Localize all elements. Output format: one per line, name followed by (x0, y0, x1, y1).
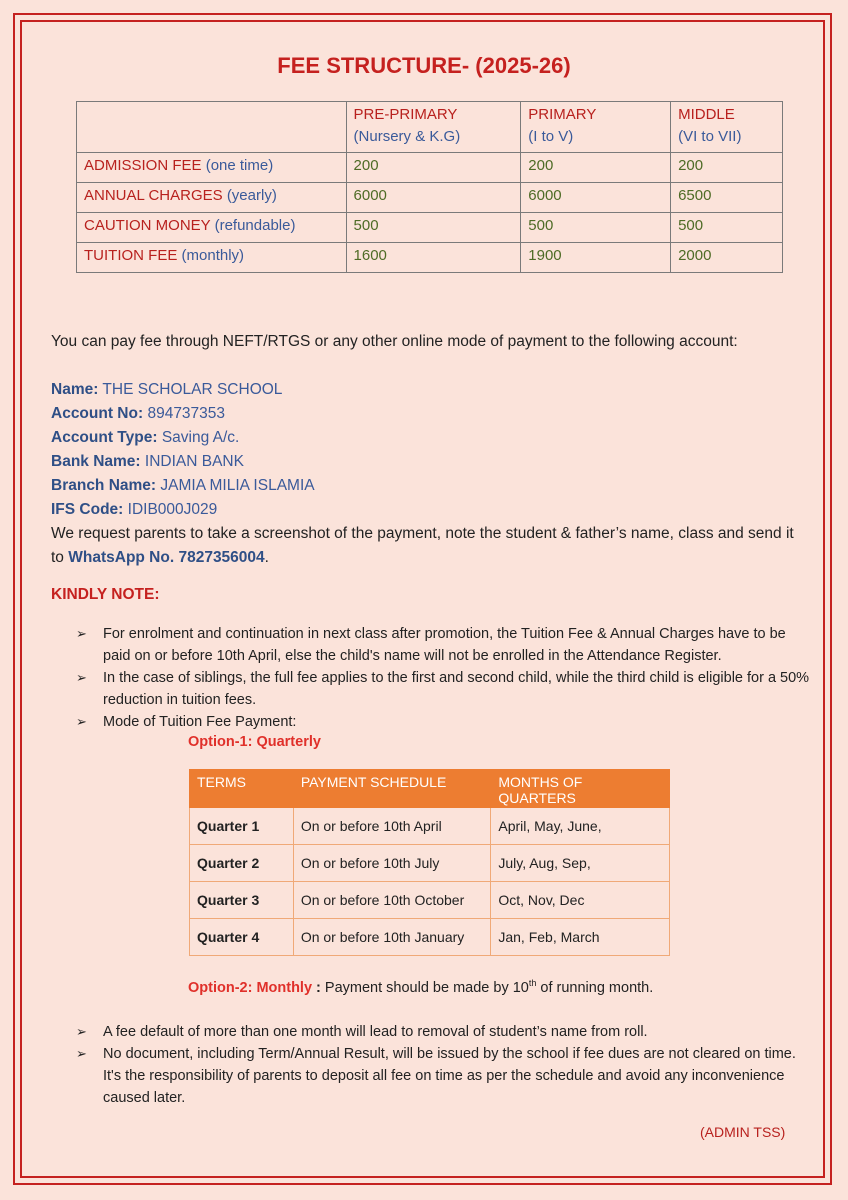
quarter-label: Quarter 3 (190, 882, 294, 919)
fee-table-corner (77, 102, 347, 153)
admin-signature: (ADMIN TSS) (700, 1124, 786, 1140)
fee-cell: 1900 (521, 243, 671, 273)
header-middle: MIDDLE (VI to VII) (671, 102, 783, 153)
bullet-siblings: ➢ In the case of siblings, the full fee applies to the first and second child, while the third child is eligible for a 50% reduction in tuition fees. (76, 667, 811, 711)
table-row (190, 845, 670, 882)
account-name-line: Name: THE SCHOLAR SCHOOL (51, 381, 283, 398)
schedule-cell: On or before 10th October (293, 882, 491, 919)
fee-cell: 200 (671, 153, 783, 183)
fee-cell: 500 (346, 213, 521, 243)
fee-row-label: ADMISSION FEE (one time) (77, 153, 347, 183)
months-cell: April, May, June, (491, 808, 670, 845)
bullet-documents: ➢ No document, including Term/Annual Result, will be issued by the school if fee dues are not cleared on time. It's the responsibility of parents to deposit all fee on time as per the schedule and avoid any inconvenience caused later. (76, 1043, 811, 1109)
option-2-text: Payment should be made by 10th of running month. (320, 978, 654, 996)
header-months: MONTHS OF QUARTERS (491, 770, 670, 808)
arrow-bullet-icon: ➢ (76, 626, 87, 641)
branch-name-line: Branch Name: JAMIA MILIA ISLAMIA (51, 477, 315, 494)
fee-table (76, 101, 783, 273)
schedule-cell: On or before 10th April (293, 808, 491, 845)
arrow-bullet-icon: ➢ (76, 670, 87, 685)
months-cell: Jan, Feb, March (491, 919, 670, 956)
account-details (51, 378, 794, 570)
account-number-line: Account No: 894737353 (51, 405, 226, 422)
request-line: We request parents to take a screenshot of the payment, note the student & father’s name, class and send it (51, 525, 794, 542)
bullet-enrolment: ➢ For enrolment and continuation in next class after promotion, the Tuition Fee & Annual Charges have to be paid on or before 10th April, else the child's name will not be enrolled in the Attendance Register. (76, 623, 811, 667)
account-type-line: Account Type: Saving A/c. (51, 429, 240, 446)
fee-row-label: CAUTION MONEY (refundable) (77, 213, 347, 243)
fee-table-header (77, 102, 783, 153)
fee-cell: 6000 (346, 183, 521, 213)
quarter-label: Quarter 2 (190, 845, 294, 882)
header-primary: PRIMARY (I to V) (521, 102, 671, 153)
page-title: FEE STRUCTURE- (2025-26) (277, 53, 571, 78)
fee-row-tuition (77, 243, 783, 273)
fee-cell: 2000 (671, 243, 783, 273)
table-row (190, 882, 670, 919)
header-pre-primary: PRE-PRIMARY (Nursery & K.G) (346, 102, 521, 153)
payment-intro: You can pay fee through NEFT/RTGS or any other online mode of payment to the following account: (51, 333, 738, 350)
months-cell: July, Aug, Sep, (491, 845, 670, 882)
bullet-default: ➢ A fee default of more than one month will lead to removal of student’s name from roll. (76, 1021, 811, 1043)
quarterly-table-header (190, 770, 670, 808)
header-terms: TERMS (190, 770, 294, 808)
whatsapp-number[interactable]: WhatsApp No. 7827356004 (68, 549, 265, 566)
quarterly-table (189, 769, 670, 956)
fee-row-annual (77, 183, 783, 213)
option-2-line: Option-2: Monthly : Payment should be made by 10th of running month. (188, 978, 654, 996)
fee-cell: 500 (521, 213, 671, 243)
header-payment-schedule: PAYMENT SCHEDULE (293, 770, 491, 808)
fee-row-admission (77, 153, 783, 183)
kindly-note-heading: KINDLY NOTE: (51, 586, 160, 603)
fee-cell: 6500 (671, 183, 783, 213)
arrow-bullet-icon: ➢ (76, 714, 87, 729)
quarter-label: Quarter 4 (190, 919, 294, 956)
fee-row-caution (77, 213, 783, 243)
bank-name-line: Bank Name: INDIAN BANK (51, 453, 244, 470)
arrow-bullet-icon: ➢ (76, 1046, 87, 1061)
fee-cell: 200 (521, 153, 671, 183)
fee-cell: 6000 (521, 183, 671, 213)
schedule-cell: On or before 10th July (293, 845, 491, 882)
bullet-mode: ➢ Mode of Tuition Fee Payment: (76, 711, 811, 733)
arrow-bullet-icon: ➢ (76, 1024, 87, 1039)
quarter-label: Quarter 1 (190, 808, 294, 845)
fee-row-label: TUITION FEE (monthly) (77, 243, 347, 273)
fee-cell: 500 (671, 213, 783, 243)
ifs-code-line: IFS Code: IDIB000J029 (51, 501, 218, 518)
fee-row-label: ANNUAL CHARGES (yearly) (77, 183, 347, 213)
table-row (190, 919, 670, 956)
table-row (190, 808, 670, 845)
schedule-cell: On or before 10th January (293, 919, 491, 956)
whatsapp-line: to WhatsApp No. 7827356004. (51, 549, 269, 566)
fee-cell: 200 (346, 153, 521, 183)
fee-cell: 1600 (346, 243, 521, 273)
months-cell: Oct, Nov, Dec (491, 882, 670, 919)
option-2-heading: Option-2: Monthly (188, 979, 313, 996)
option-1-heading: Option-1: Quarterly (188, 734, 321, 750)
